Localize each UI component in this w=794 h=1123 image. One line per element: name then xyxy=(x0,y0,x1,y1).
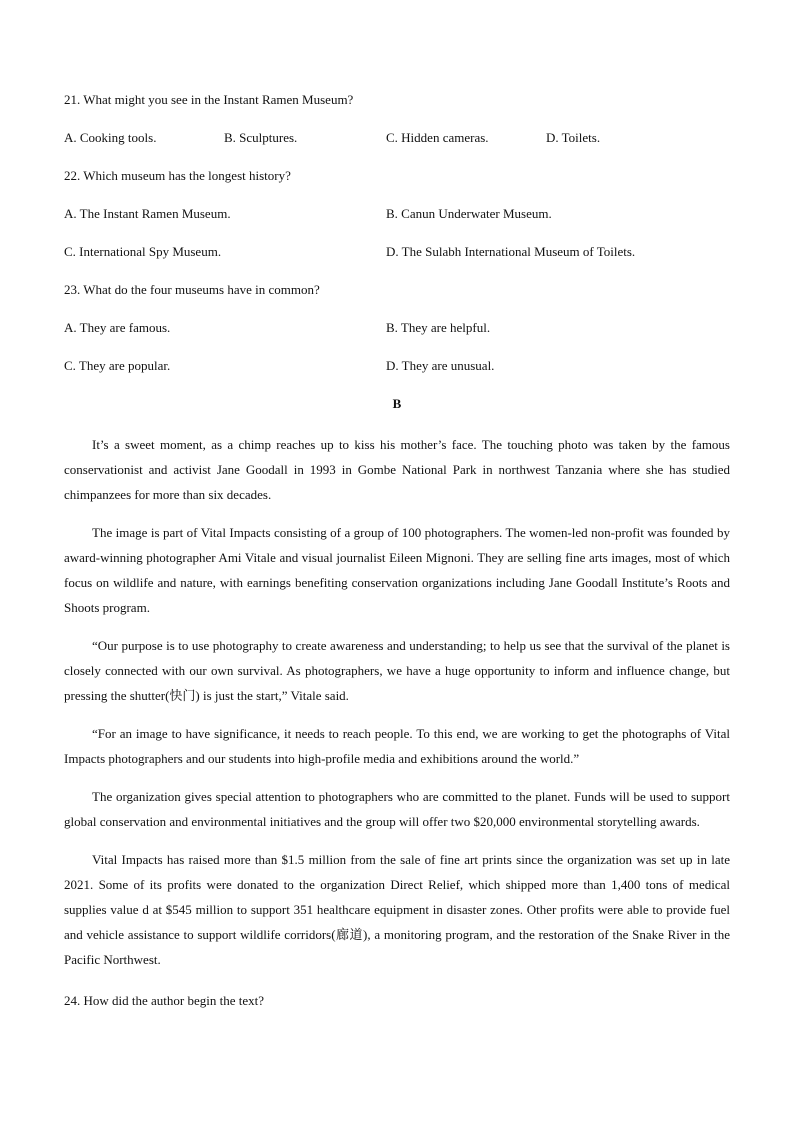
question-22-options-row2 xyxy=(64,242,730,261)
q22-option-a: A. The Instant Ramen Museum. xyxy=(64,206,231,221)
q22-option-c: C. International Spy Museum. xyxy=(64,244,222,259)
question-24-stem: 24. How did the author begin the text? xyxy=(64,993,265,1008)
q23-option-b: B. They are helpful. xyxy=(386,320,491,335)
passage-paragraph-3: “Our purpose is to use photography to create awareness and understanding; to help us see that the survival of the planet is closely connected with our own survival. As photographers, we have a huge opportunity to inform and influence change, but pressing the shutter(快门) is just the start,” Vitale said. xyxy=(64,638,730,703)
q23-option-c: C. They are popular. xyxy=(64,358,171,373)
section-title: B xyxy=(392,396,402,411)
question-23-stem: 23. What do the four museums have in common? xyxy=(64,282,320,297)
passage-paragraph-5: The organization gives special attention to photographers who are committed to the planet. Funds will be used to support global conservation and environmental initiatives and the group will offer two $20,000 environmental storytelling awards. xyxy=(64,789,730,829)
q23-option-a: A. They are famous. xyxy=(64,320,171,335)
question-21-stem: 21. What might you see in the Instant Ramen Museum? xyxy=(64,92,354,107)
exam-page xyxy=(64,90,730,1029)
question-22-options-row1 xyxy=(64,204,730,223)
question-23-options-row2 xyxy=(64,356,730,375)
passage-paragraph-6: Vital Impacts has raised more than $1.5 million from the sale of fine art prints since the organization was set up in late 2021. Some of its profits were donated to the organization Direct Relief, which shipped more than 1,400 tons of medical supplies value d at $545 million to support 351 healthcare equipment in disaster zones. Other profits were able to provide fuel and vehicle assistance to support wildlife corridors(廊道), a monitoring program, and the restoration of the Snake River in the Pacific Northwest. xyxy=(64,852,730,967)
q23-option-d: D. They are unusual. xyxy=(386,358,495,373)
question-23-options-row1 xyxy=(64,318,730,337)
q22-option-d: D. The Sulabh International Museum of Toilets. xyxy=(386,244,636,259)
q21-option-b: B. Sculptures. xyxy=(224,130,298,145)
passage-paragraph-1: It’s a sweet moment, as a chimp reaches up to kiss his mother’s face. The touching photo was taken by the famous conservationist and activist Jane Goodall in 1993 in Gombe National Park in northwest Tanzania where she has studied chimpanzees for more than six decades. xyxy=(64,437,730,502)
q21-option-a: A. Cooking tools. xyxy=(64,130,157,145)
passage-paragraph-4: “For an image to have significance, it needs to reach people. To this end, we are working to get the photographs of Vital Impacts photographers and our students into high-profile media and exhibitions around the world.” xyxy=(64,726,730,766)
q22-option-b: B. Canun Underwater Museum. xyxy=(386,206,552,221)
question-21-options xyxy=(64,128,730,147)
question-22-stem: 22. Which museum has the longest history? xyxy=(64,168,291,183)
passage-paragraph-2: The image is part of Vital Impacts consisting of a group of 100 photographers. The women-led non-profit was founded by award-winning photographer Ami Vitale and visual journalist Eileen Mignoni. They are selling fine arts images, most of which focus on wildlife and nature, with earnings benefiting conservation organizations including Jane Goodall Institute’s Roots and Shoots program. xyxy=(64,525,730,615)
q21-option-c: C. Hidden cameras. xyxy=(386,130,489,145)
q21-option-d: D. Toilets. xyxy=(546,130,601,145)
